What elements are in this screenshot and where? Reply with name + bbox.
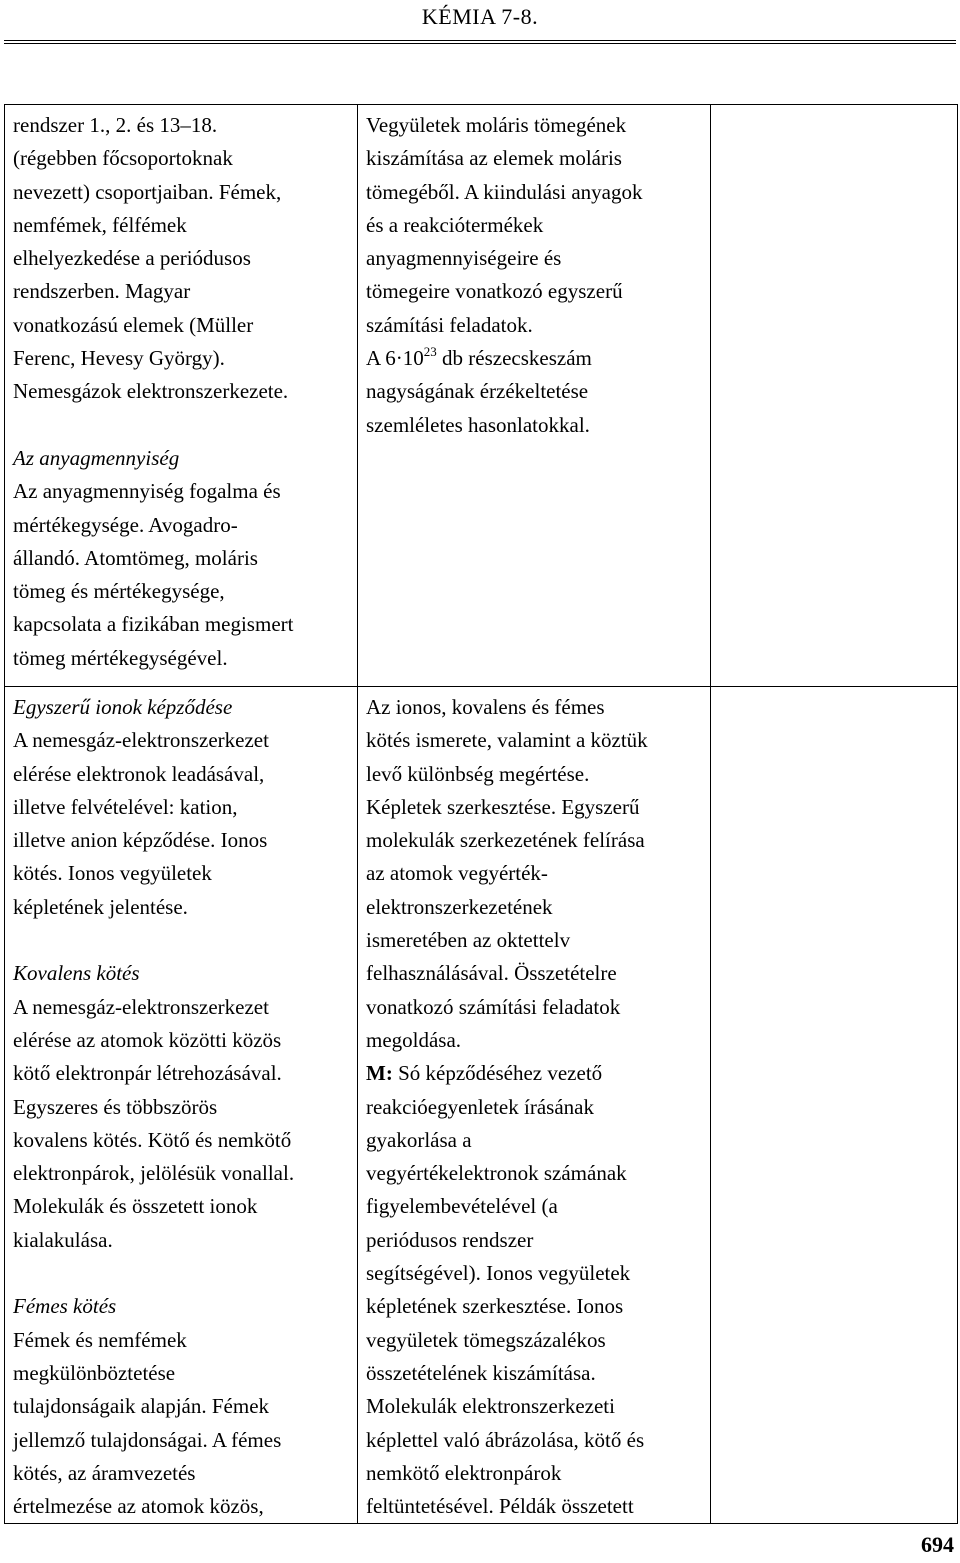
text-line: segítségével). Ionos vegyületek	[366, 1261, 631, 1286]
text-block	[13, 475, 351, 675]
text-line: molekulák szerkezetének felírása	[366, 828, 645, 853]
header-rule-top	[4, 40, 956, 41]
text-line: reakcióegyenletek írásának	[366, 1094, 594, 1119]
text-line: Molekulák és összetett ionok	[13, 1194, 258, 1219]
text-line: tömegéből. A kiindulási anyagok	[366, 179, 643, 204]
text-line: rendszerben. Magyar	[13, 279, 191, 304]
text-line: figyelembevételével (a	[366, 1194, 558, 1219]
section-heading-anyagmennyiseg: Az anyagmennyiség	[13, 445, 180, 470]
text-line: A nemesgáz-elektronszerkezet	[13, 728, 269, 753]
text-line: Molekulák elektronszerkezeti	[366, 1394, 615, 1419]
text-line: képletének jelentése.	[13, 894, 188, 919]
page-number: 694	[921, 1532, 954, 1557]
text-line: Fémek és nemfémek	[13, 1327, 187, 1352]
text-line: anyagmennyiségeire és	[366, 246, 562, 271]
text-line: ismeretében az oktettelv	[366, 928, 571, 953]
text-line: tulajdonságaik alapján. Fémek	[13, 1394, 270, 1419]
text-line: elérése elektronok leadásával,	[13, 761, 265, 786]
avogadro-exponent: 23	[423, 344, 437, 360]
text-line: illetve anion képződése. Ionos	[13, 828, 268, 853]
table-row	[5, 687, 958, 1524]
text-line: felhasználásával. Összetételre	[366, 961, 617, 986]
text-line: vegyületek tömegszázalékos	[366, 1327, 606, 1352]
text-line: Az anyagmennyiség fogalma és	[13, 479, 281, 504]
text-line: periódusos rendszer	[366, 1227, 534, 1252]
text-line: gyakorlása a	[366, 1127, 472, 1152]
text-line: megkülönböztetése	[13, 1360, 176, 1385]
text-line: kialakulása.	[13, 1227, 113, 1252]
table-cell-activities	[358, 687, 711, 1524]
text-line: nemkötő elektronpárok	[366, 1460, 562, 1485]
text-line: nevezett) csoportjaiban. Fémek,	[13, 179, 282, 204]
text-line: állandó. Atomtömeg, moláris	[13, 545, 258, 570]
text-line: kovalens kötés. Kötő és nemkötő	[13, 1127, 292, 1152]
m-activity-line	[366, 1057, 704, 1090]
text-line: nemfémek, félfémek	[13, 212, 187, 237]
text-line: összetételének kiszámítása.	[366, 1360, 596, 1385]
section-heading-kovalens: Kovalens kötés	[13, 961, 140, 986]
text-line: mértékegysége. Avogadro-	[13, 512, 238, 537]
text-line: vonatkozású elemek (Müller	[13, 312, 254, 337]
text-line: Képletek szerkesztése. Egyszerű	[366, 794, 640, 819]
text-line: rendszer 1., 2. és 13–18.	[13, 113, 218, 137]
header-rule-bottom	[4, 43, 956, 44]
table-cell-notes	[711, 687, 958, 1524]
text-line: értelmezése az atomok közös,	[13, 1494, 264, 1519]
multiplication-dot: ·	[395, 346, 403, 371]
text-line: elektronpárok, jelölésük vonallal.	[13, 1161, 295, 1186]
text-line: az atomok vegyérték-	[366, 861, 548, 886]
section-heading-femes: Fémes kötés	[13, 1294, 117, 1319]
text-line: és a reakciótermékek	[366, 212, 544, 237]
page-header-title: KÉMIA 7-8.	[421, 4, 539, 29]
table-cell-notes	[711, 105, 958, 687]
section-heading-ionok: Egyszerű ionok képződése	[13, 695, 233, 719]
text-line: megoldása.	[366, 1027, 462, 1052]
text-line: levő különbség megértése.	[366, 761, 590, 786]
text-line: elhelyezkedése a periódusos	[13, 246, 251, 271]
avogadro-suffix: db részecskeszám	[436, 346, 592, 371]
m-label: M:	[366, 1061, 393, 1086]
text-line: tömegeire vonatkozó egyszerű	[366, 279, 623, 304]
table-cell-activities	[358, 105, 711, 687]
avogadro-base: 10	[402, 346, 424, 371]
text-line: Nemesgázok elektronszerkezete.	[13, 379, 289, 404]
text-line: tömeg mértékegységével.	[13, 645, 228, 670]
m-text: Só képződéséhez vezető	[392, 1061, 603, 1086]
text-line: számítási feladatok.	[366, 312, 533, 337]
table-row	[5, 105, 958, 687]
text-line: (régebben főcsoportoknak	[13, 146, 233, 171]
text-line: vonatkozó számítási feladatok	[366, 994, 621, 1019]
text-block	[13, 109, 351, 409]
text-line: kötő elektronpár létrehozásával.	[13, 1061, 282, 1086]
text-line: Ferenc, Hevesy György).	[13, 346, 225, 371]
empty-cell	[711, 105, 957, 109]
text-line: kötés, az áramvezetés	[13, 1460, 196, 1485]
text-line: jellemző tulajdonságai. A fémes	[13, 1427, 282, 1452]
empty-cell	[711, 687, 957, 691]
text-line: kiszámítása az elemek moláris	[366, 146, 622, 171]
text-line: illetve felvételével: kation,	[13, 794, 238, 819]
avogadro-line	[366, 342, 704, 375]
curriculum-table	[4, 104, 958, 1524]
text-line: A nemesgáz-elektronszerkezet	[13, 994, 269, 1019]
table-cell-topics	[5, 687, 358, 1524]
text-line: kötés. Ionos vegyületek	[13, 861, 212, 886]
text-line: képletének szerkesztése. Ionos	[366, 1294, 624, 1319]
avogadro-prefix: A 6	[366, 346, 396, 371]
text-line: nagyságának érzékeltetése	[366, 379, 589, 404]
table-cell-topics	[5, 105, 358, 687]
text-line: elérése az atomok közötti közös	[13, 1027, 282, 1052]
text-line: Vegyületek moláris tömegének	[366, 113, 627, 137]
text-line: vegyértékelektronok számának	[366, 1161, 627, 1186]
text-line: Az ionos, kovalens és fémes	[366, 695, 605, 719]
text-line: kötés ismerete, valamint a köztük	[366, 728, 648, 753]
text-line: kapcsolata a fizikában megismert	[13, 612, 294, 637]
text-line: szemléletes hasonlatokkal.	[366, 412, 590, 437]
text-line: feltüntetésével. Példák összetett	[366, 1494, 634, 1519]
text-line: képlettel való ábrázolása, kötő és	[366, 1427, 645, 1452]
text-line: elektronszerkezetének	[366, 894, 553, 919]
text-line: Egyszeres és többszörös	[13, 1094, 218, 1119]
text-line: tömeg és mértékegysége,	[13, 579, 225, 604]
